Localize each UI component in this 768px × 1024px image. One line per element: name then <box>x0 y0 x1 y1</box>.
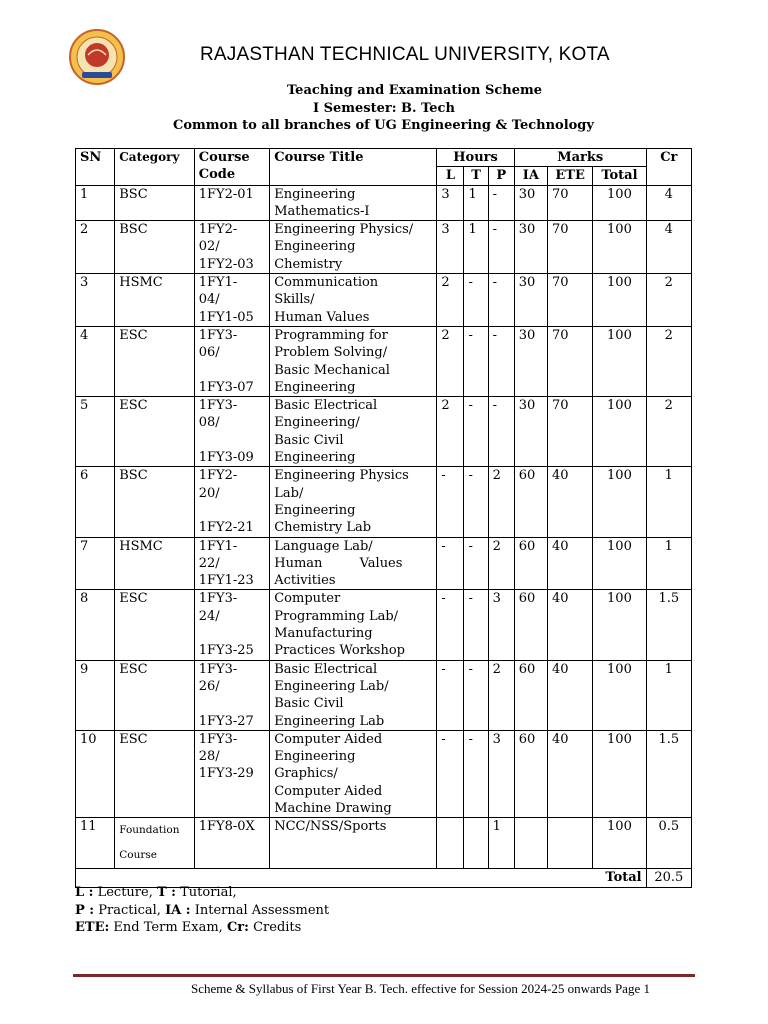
total-credits: 20.5 <box>646 869 691 887</box>
cell-sn: 5 <box>76 397 115 467</box>
cell-sn: 1 <box>76 185 115 221</box>
cell-l: 2 <box>437 326 464 396</box>
cell-ete: 70 <box>547 397 592 467</box>
cell-course-title <box>270 590 437 660</box>
legend-key: IA : <box>165 902 191 918</box>
cell-course-title-line: Practices Workshop <box>274 643 405 659</box>
cell-course-code-line: 22/ <box>198 555 220 571</box>
cell-course-title-line: Engineering <box>274 450 356 466</box>
legend-value: Practical, <box>94 902 166 918</box>
cell-credits: 1 <box>646 660 691 730</box>
cell-course-title-line: Basic Mechanical <box>274 362 390 378</box>
cell-ete <box>547 818 592 869</box>
legend-value: Lecture, <box>93 885 157 900</box>
cell-p: 1 <box>488 818 514 869</box>
cell-course-code-line: 1FY3-09 <box>198 450 254 466</box>
cell-total: 100 <box>593 590 646 660</box>
cell-t: - <box>464 467 488 537</box>
cell-course-title-line: Lab/ <box>274 485 304 501</box>
cell-sn: 3 <box>76 274 115 327</box>
cell-course-title-line: Activities <box>274 573 336 589</box>
cell-credits: 1.5 <box>646 590 691 660</box>
col-ete: ETE <box>547 167 592 185</box>
cell-course-code <box>194 274 269 327</box>
table-row <box>76 818 692 869</box>
cell-course-code <box>194 326 269 396</box>
legend-key: P : <box>75 902 95 918</box>
cell-total: 100 <box>593 397 646 467</box>
cell-credits: 4 <box>646 221 691 274</box>
cell-total: 100 <box>593 274 646 327</box>
cell-l: - <box>437 730 464 817</box>
legend-value: End Term Exam, <box>109 920 227 935</box>
page-number: Page 1 <box>614 981 650 996</box>
cell-category: ESC <box>115 660 195 730</box>
cell-total: 100 <box>593 185 646 221</box>
cell-total: 100 <box>593 467 646 537</box>
cell-t: - <box>464 730 488 817</box>
cell-category: BSC <box>115 221 195 274</box>
cell-l: 3 <box>437 185 464 221</box>
cell-course-code-line: 08/ <box>198 415 220 431</box>
col-p: P <box>488 167 514 185</box>
cell-course-title-line: Programming for <box>274 327 388 343</box>
cell-course-code <box>194 221 269 274</box>
footer-text: Scheme & Syllabus of First Year B. Tech. effective for Session 2024-25 onwards <box>191 981 612 996</box>
col-sn: SN <box>76 149 115 186</box>
cell-p: 3 <box>488 590 514 660</box>
cell-sn: 11 <box>76 818 115 869</box>
cell-ete: 40 <box>547 660 592 730</box>
cell-course-code-line: 1FY3-27 <box>198 713 254 729</box>
cell-credits: 1.5 <box>646 730 691 817</box>
cell-t: 1 <box>464 185 488 221</box>
cell-t <box>464 818 488 869</box>
cell-course-title-line: Engineering Physics <box>274 468 409 484</box>
cell-course-title <box>270 730 437 817</box>
cell-course-code-line: 1FY2-21 <box>198 520 254 536</box>
cell-ete: 40 <box>547 590 592 660</box>
cell-category: HSMC <box>115 274 195 327</box>
cell-course-title <box>270 274 437 327</box>
cell-total: 100 <box>593 660 646 730</box>
cell-course-code-line: 20/ <box>198 485 220 501</box>
cell-credits: 1 <box>646 467 691 537</box>
cell-course-title-line: Engineering Physics/ <box>274 222 414 238</box>
cell-p: - <box>488 185 514 221</box>
cell-course-code <box>194 467 269 537</box>
col-ia: IA <box>514 167 547 185</box>
branches-title: Common to all branches of UG Engineering & Technology <box>173 118 594 133</box>
cell-course-title <box>270 221 437 274</box>
col-t: T <box>464 167 488 185</box>
legend-key: Cr: <box>226 920 249 935</box>
cell-category: BSC <box>115 185 195 221</box>
cell-course-title-line: Engineering <box>274 186 356 202</box>
university-seal-icon <box>68 28 126 86</box>
table-row <box>76 590 692 660</box>
cell-course-title-line: Computer <box>274 591 341 607</box>
cell-course-title-line: Human Values <box>274 555 403 571</box>
cell-sn: 8 <box>76 590 115 660</box>
cell-credits: 2 <box>646 326 691 396</box>
col-category: Category <box>115 149 195 186</box>
cell-l: - <box>437 660 464 730</box>
cell-course-code-line <box>199 625 265 642</box>
cell-course-title <box>270 326 437 396</box>
cell-course-code-line <box>199 362 265 379</box>
cell-course-title-line: Machine Drawing <box>274 800 392 816</box>
cell-l: - <box>437 590 464 660</box>
cell-sn: 4 <box>76 326 115 396</box>
cell-l <box>437 818 464 869</box>
cell-course-code-line: 1FY1- <box>198 275 238 291</box>
legend-line-2 <box>75 902 329 920</box>
legend-value: Credits <box>248 920 302 935</box>
cell-course-title-line: Engineering Lab/ <box>274 678 389 694</box>
cell-p: - <box>488 326 514 396</box>
legend-key: T : <box>156 885 176 900</box>
cell-sn: 6 <box>76 467 115 537</box>
table-row <box>76 221 692 274</box>
table-row <box>76 397 692 467</box>
cell-t: - <box>464 590 488 660</box>
cell-course-code-line: 1FY3-29 <box>198 766 254 782</box>
cell-course-code-line: 1FY1-23 <box>198 573 254 589</box>
cell-course-code <box>194 730 269 817</box>
cell-course-title-line: Engineering <box>274 502 356 518</box>
cell-ia: 30 <box>514 274 547 327</box>
cell-course-title-line: Manufacturing <box>274 626 373 642</box>
cell-ete: 40 <box>547 537 592 590</box>
col-total: Total <box>593 167 646 185</box>
cell-p: 2 <box>488 537 514 590</box>
cell-t: 1 <box>464 221 488 274</box>
table-row <box>76 730 692 817</box>
cell-ete: 40 <box>547 467 592 537</box>
cell-ia: 60 <box>514 660 547 730</box>
cell-category: ESC <box>115 730 195 817</box>
table-row <box>76 537 692 590</box>
cell-total: 100 <box>593 326 646 396</box>
cell-course-code-line <box>199 502 265 519</box>
cell-t: - <box>464 660 488 730</box>
cell-course-code-line: 1FY2- <box>198 468 238 484</box>
cell-ia: 30 <box>514 326 547 396</box>
cell-course-title <box>270 397 437 467</box>
col-course-code: Course Code <box>194 149 269 186</box>
cell-ia: 60 <box>514 467 547 537</box>
cell-p: 2 <box>488 467 514 537</box>
cell-credits: 1 <box>646 537 691 590</box>
cell-course-title-line: Chemistry <box>274 256 343 272</box>
cell-course-title-line: Mathematics-I <box>274 203 370 219</box>
cell-course-title-line: Problem Solving/ <box>274 345 388 361</box>
cell-credits: 0.5 <box>646 818 691 869</box>
cell-course-title <box>270 537 437 590</box>
footer <box>191 981 650 997</box>
cell-l: - <box>437 537 464 590</box>
cell-course-title-line: Programming Lab/ <box>274 608 399 624</box>
legend-value: Internal Assessment <box>190 902 330 918</box>
cell-p: 2 <box>488 660 514 730</box>
table-row <box>76 326 692 396</box>
cell-ia: 60 <box>514 590 547 660</box>
cell-course-code-line: 1FY2-01 <box>198 186 254 202</box>
legend-line-3 <box>75 919 329 937</box>
cell-course-code-line: 24/ <box>198 608 220 624</box>
cell-course-code-line <box>199 695 265 712</box>
cell-course-code <box>194 818 269 869</box>
cell-course-code-line: 02/ <box>198 239 220 255</box>
cell-course-code-line: 26/ <box>198 678 220 694</box>
cell-ia: 30 <box>514 397 547 467</box>
cell-course-code-line: 28/ <box>198 749 220 765</box>
cell-t: - <box>464 274 488 327</box>
cell-course-title <box>270 818 437 869</box>
cell-course-code-line: 1FY3- <box>198 327 238 343</box>
cell-course-title-line: Engineering/ <box>274 415 360 431</box>
col-l: L <box>437 167 464 185</box>
cell-total: 100 <box>593 818 646 869</box>
cell-course-code-line: 1FY2-03 <box>198 256 254 272</box>
cell-category: ESC <box>115 397 195 467</box>
cell-course-code-line: 1FY8-0X <box>198 819 255 835</box>
cell-course-code-line <box>199 432 265 449</box>
cell-ete: 70 <box>547 185 592 221</box>
cell-t: - <box>464 537 488 590</box>
cell-category: ESC <box>115 326 195 396</box>
cell-course-code <box>194 397 269 467</box>
cell-course-code-line: 1FY3- <box>198 591 238 607</box>
cell-course-title-line: Engineering <box>274 379 356 395</box>
cell-course-title-line: Basic Electrical <box>274 661 378 677</box>
cell-course-code-line: 1FY3- <box>198 731 238 747</box>
cell-course-title-line: Computer Aided <box>274 731 383 747</box>
cell-total: 100 <box>593 730 646 817</box>
footer-rule <box>73 974 695 977</box>
cell-course-code-line: 06/ <box>198 345 220 361</box>
cell-course-title-line: Engineering Lab <box>274 713 385 729</box>
table-row <box>76 185 692 221</box>
legend-line-1 <box>75 884 329 902</box>
scheme-table <box>75 148 692 888</box>
cell-l: 2 <box>437 274 464 327</box>
cell-course-code-line: 1FY2- <box>198 222 238 238</box>
cell-course-title-line: Engineering <box>274 749 356 765</box>
cell-course-title-line: Chemistry Lab <box>274 520 372 536</box>
cell-course-title-line: Skills/ <box>274 292 315 308</box>
cell-course-code-line: 04/ <box>198 292 220 308</box>
cell-course-title-line: Communication <box>274 275 379 291</box>
cell-p: - <box>488 274 514 327</box>
scheme-title: Teaching and Examination Scheme <box>287 83 543 98</box>
col-marks: Marks <box>514 149 646 167</box>
cell-course-title-line: Basic Civil <box>274 432 344 448</box>
cell-course-title-line: NCC/NSS/Sports <box>274 819 387 835</box>
table-row <box>76 467 692 537</box>
cell-course-title-line: Basic Electrical <box>274 398 378 414</box>
university-name: RAJASTHAN TECHNICAL UNIVERSITY, KOTA <box>200 44 610 65</box>
legend <box>75 884 329 937</box>
cell-course-title-line: Computer Aided <box>274 783 383 799</box>
cell-l: 2 <box>437 397 464 467</box>
col-hours: Hours <box>437 149 514 167</box>
legend-key: L : <box>75 885 94 900</box>
col-course-title: Course Title <box>270 149 437 186</box>
cell-course-code-line: 1FY3-07 <box>198 379 254 395</box>
cell-course-code-line: 1FY1- <box>198 538 238 554</box>
cell-course-title-line: Engineering <box>274 239 356 255</box>
cell-total: 100 <box>593 221 646 274</box>
cell-credits: 4 <box>646 185 691 221</box>
cell-course-title-line: Language Lab/ <box>274 538 373 554</box>
col-credits: Cr <box>646 149 691 186</box>
cell-ia: 60 <box>514 537 547 590</box>
cell-course-title-line: Graphics/ <box>274 766 338 782</box>
cell-course-code-line: 1FY3- <box>198 398 238 414</box>
table-header-row <box>76 149 692 167</box>
cell-p: 3 <box>488 730 514 817</box>
cell-sn: 2 <box>76 221 115 274</box>
cell-category: BSC <box>115 467 195 537</box>
cell-course-code <box>194 590 269 660</box>
cell-ete: 40 <box>547 730 592 817</box>
table-row <box>76 274 692 327</box>
cell-sn: 9 <box>76 660 115 730</box>
cell-category: ESC <box>115 590 195 660</box>
cell-sn: 7 <box>76 537 115 590</box>
cell-t: - <box>464 397 488 467</box>
cell-course-title <box>270 185 437 221</box>
cell-t: - <box>464 326 488 396</box>
cell-ia <box>514 818 547 869</box>
cell-ete: 70 <box>547 326 592 396</box>
cell-sn: 10 <box>76 730 115 817</box>
cell-ia: 30 <box>514 221 547 274</box>
cell-ete: 70 <box>547 221 592 274</box>
cell-total: 100 <box>593 537 646 590</box>
cell-course-code-line: 1FY3-25 <box>198 643 254 659</box>
cell-credits: 2 <box>646 397 691 467</box>
cell-course-code-line: 1FY3- <box>198 661 238 677</box>
cell-p: - <box>488 221 514 274</box>
cell-ia: 30 <box>514 185 547 221</box>
cell-course-code <box>194 660 269 730</box>
cell-category: Foundation Course <box>115 818 195 869</box>
cell-l: - <box>437 467 464 537</box>
cell-course-title <box>270 660 437 730</box>
table-row <box>76 660 692 730</box>
legend-value: Tutorial, <box>175 885 237 900</box>
cell-ia: 60 <box>514 730 547 817</box>
cell-l: 3 <box>437 221 464 274</box>
cell-course-code-line: 1FY1-05 <box>198 309 254 325</box>
cell-course-title-line: Human Values <box>274 309 370 325</box>
cell-category: HSMC <box>115 537 195 590</box>
cell-course-code <box>194 185 269 221</box>
legend-key: ETE: <box>75 920 110 935</box>
cell-p: - <box>488 397 514 467</box>
cell-course-title-line: Basic Civil <box>274 696 344 712</box>
cell-course-code <box>194 537 269 590</box>
total-label: Total <box>76 869 647 887</box>
cell-course-title <box>270 467 437 537</box>
semester-title: I Semester: B. Tech <box>313 101 455 116</box>
cell-credits: 2 <box>646 274 691 327</box>
cell-ete: 70 <box>547 274 592 327</box>
